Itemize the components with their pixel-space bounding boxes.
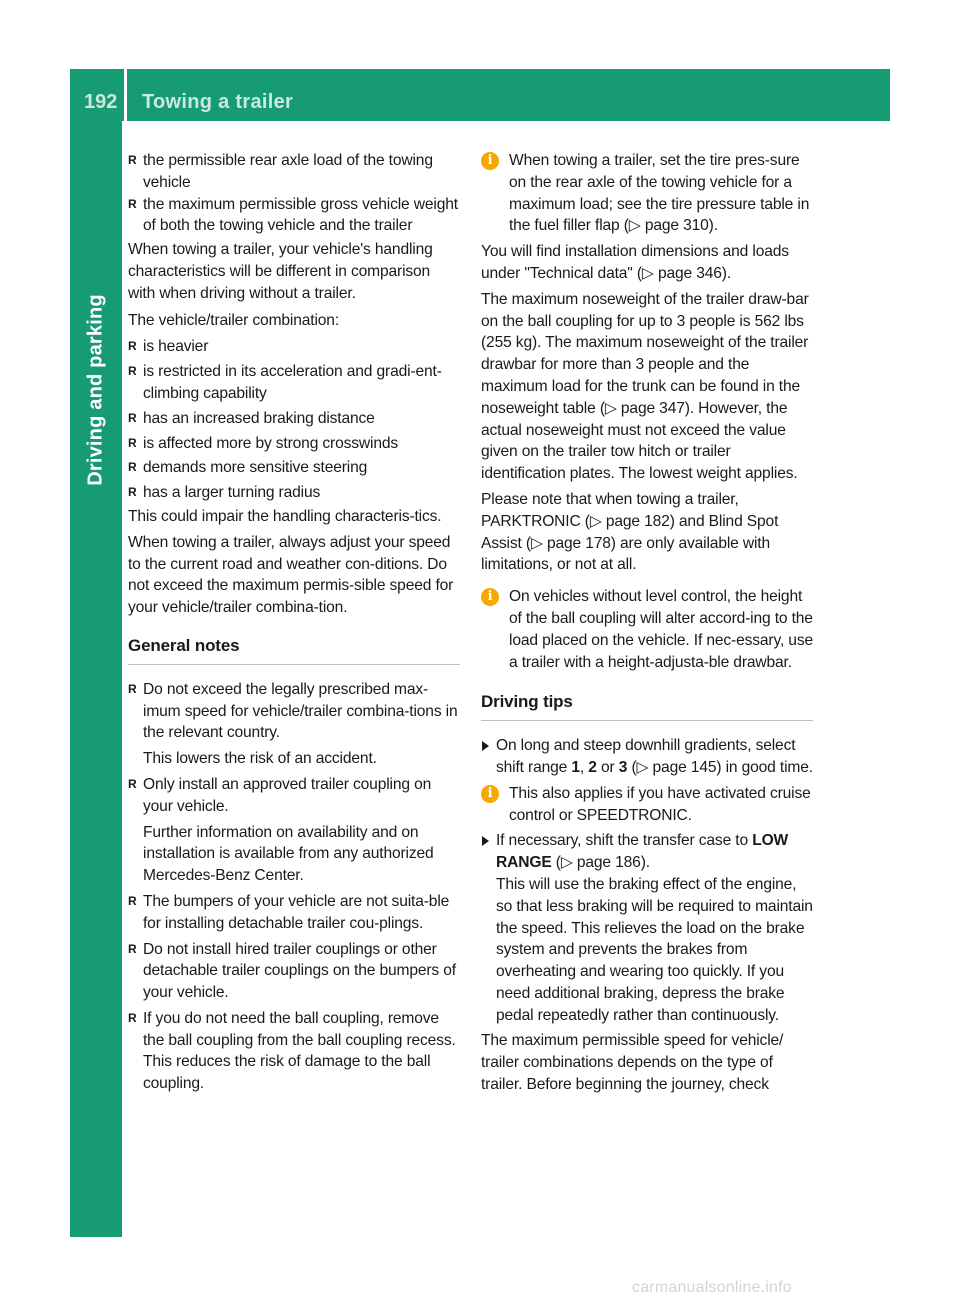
- right-column: [481, 150, 813, 1096]
- page-title: Towing a trailer: [142, 91, 294, 113]
- page-reference[interactable]: ▷ page 346: [641, 264, 722, 282]
- instruction-step-note: This will use the braking effect of the engine, so that less braking will be required to maintain the speed. This relieves the load on the brake system and prevents the brakes from overheating and wearing too quickly. If you need additional braking, depress the brake pedal repeatedly rather than continuously.: [496, 875, 813, 1024]
- instruction-step: On long and steep downhill gradients, select shift range 1, 2 or 3 (▷ page 145) in good time.: [481, 735, 813, 779]
- page-ref-arrow-icon: ▷: [589, 512, 602, 530]
- header-divider: [124, 69, 127, 121]
- page-reference[interactable]: ▷ page 145: [636, 758, 717, 776]
- list-item-note: This lowers the risk of an accident.: [143, 750, 377, 768]
- bullet-icon: R: [128, 460, 137, 475]
- page-ref-arrow-icon: ▷: [604, 399, 617, 417]
- chapter-tab: [70, 121, 122, 1237]
- page-reference[interactable]: ▷ page 347: [604, 399, 685, 417]
- bullet-icon: R: [128, 1010, 137, 1025]
- bullet-icon: R: [128, 485, 137, 500]
- info-icon: i: [481, 152, 499, 170]
- page-reference[interactable]: ▷ page 178: [530, 534, 611, 552]
- info-icon: i: [481, 588, 499, 606]
- list-item: R demands more sensitive steering: [128, 457, 460, 479]
- page-ref-arrow-icon: ▷: [641, 264, 654, 282]
- list-item: R Only install an approved trailer coupling on your vehicle.: [128, 775, 432, 815]
- info-note: i When towing a trailer, set the tire pres-sure on the rear axle of the towing vehicle for a maximum load; see the tire pressure table in the fuel filler flap (▷ page 310).: [481, 150, 813, 237]
- list-item: R Do not exceed the legally prescribed max-imum speed for vehicle/trailer combina-tions in the relevant country.: [128, 680, 458, 742]
- page-ref-arrow-icon: ▷: [560, 854, 573, 872]
- paragraph: When towing a trailer, your vehicle's handling characteristics will be different in comparison with when driving without a trailer.: [128, 241, 433, 302]
- instruction-step: If necessary, shift the transfer case to LOW RANGE (▷ page 186).: [481, 830, 813, 874]
- bullet-icon: R: [128, 339, 137, 354]
- list-item: R is affected more by strong crosswinds: [128, 433, 460, 455]
- list-item: R If you do not need the ball coupling, remove the ball coupling from the ball coupling recess. This reduces the risk of damage to the ball coupling.: [128, 1009, 456, 1093]
- page-ref-arrow-icon: ▷: [636, 758, 649, 776]
- list-item-note: Further information on availability and on installation is available from any authorized Mercedes-Benz Center.: [143, 823, 434, 885]
- paragraph: Please note that when towing a trailer, PARKTRONIC (▷ page 182) and Blind Spot Assist (▷ page 178) are only available with limitations, or not at all.: [481, 490, 779, 574]
- watermark: carmanualsonline.info: [632, 1279, 792, 1296]
- page-reference[interactable]: ▷ page 310: [628, 217, 709, 235]
- paragraph: When towing a trailer, always adjust your speed to the current road and weather con-ditions. Do not exceed the maximum permis-sible speed for your vehicle/trailer combina-tion.: [128, 533, 454, 617]
- paragraph: The maximum noseweight of the trailer draw-bar on the ball coupling for up to 3 people is 562 lbs (255 kg). The maximum noseweight of the trailer drawbar for more than 3 people and the maximum load for the trunk can be found in the noseweight table (▷ page 347). However, the actual noseweight must not exceed the value given on the trailer tow hitch or trailer identification plates. The lowest weight applies.: [481, 290, 809, 483]
- bullet-icon: R: [128, 435, 137, 450]
- section-heading: General notes: [128, 635, 460, 665]
- paragraph: The vehicle/trailer combination:: [128, 311, 340, 329]
- left-column: [128, 150, 460, 1095]
- page-reference[interactable]: ▷ page 182: [589, 512, 670, 530]
- list-item: R has a larger turning radius: [128, 482, 460, 504]
- bullet-icon: R: [128, 153, 137, 167]
- bullet-icon: R: [128, 941, 137, 956]
- list-item: R the permissible rear axle load of the towing vehicle: [128, 152, 433, 191]
- list-item: R has an increased braking distance: [128, 408, 460, 430]
- page-ref-arrow-icon: ▷: [530, 534, 543, 552]
- chapter-label: Driving and parking: [84, 294, 107, 486]
- list-item: R is heavier: [128, 336, 460, 358]
- page-reference[interactable]: ▷ page 186: [560, 854, 641, 872]
- step-arrow-icon: [482, 741, 489, 751]
- bullet-icon: R: [128, 364, 137, 379]
- list-item: R The bumpers of your vehicle are not suita-ble for installing detachable trailer cou-plings.: [128, 892, 450, 932]
- info-icon: i: [481, 785, 499, 803]
- info-note: i On vehicles without level control, the height of the ball coupling will alter accord-ing to the load placed on the vehicle. If nec-essary, use a trailer with a height-adjusta-ble drawbar.: [481, 586, 813, 673]
- bullet-icon: R: [128, 681, 137, 696]
- list-item: R Do not install hired trailer couplings or other detachable trailer couplings on the bumpers of your vehicle.: [128, 940, 456, 1002]
- section-heading: Driving tips: [481, 691, 813, 721]
- info-note: i This also applies if you have activated cruise control or SPEEDTRONIC.: [481, 783, 813, 827]
- list-item: R the maximum permissible gross vehicle weight of both the towing vehicle and the trailer: [128, 195, 458, 235]
- page-ref-arrow-icon: ▷: [628, 217, 641, 235]
- paragraph: The maximum permissible speed for vehicle/ trailer combinations depends on the type of trailer. Before beginning the journey, check: [481, 1032, 784, 1094]
- paragraph: You will find installation dimensions and loads under "Technical data" (▷ page 346).: [481, 243, 789, 282]
- bullet-icon: R: [128, 776, 137, 791]
- list-item: R is restricted in its acceleration and gradi-ent-climbing capability: [128, 363, 442, 402]
- bullet-icon: R: [128, 196, 137, 211]
- page-number: 192: [72, 84, 124, 120]
- bullet-icon: R: [128, 410, 137, 425]
- step-arrow-icon: [482, 836, 489, 846]
- paragraph: This could impair the handling characteris-tics.: [128, 507, 442, 525]
- bullet-icon: R: [128, 893, 137, 908]
